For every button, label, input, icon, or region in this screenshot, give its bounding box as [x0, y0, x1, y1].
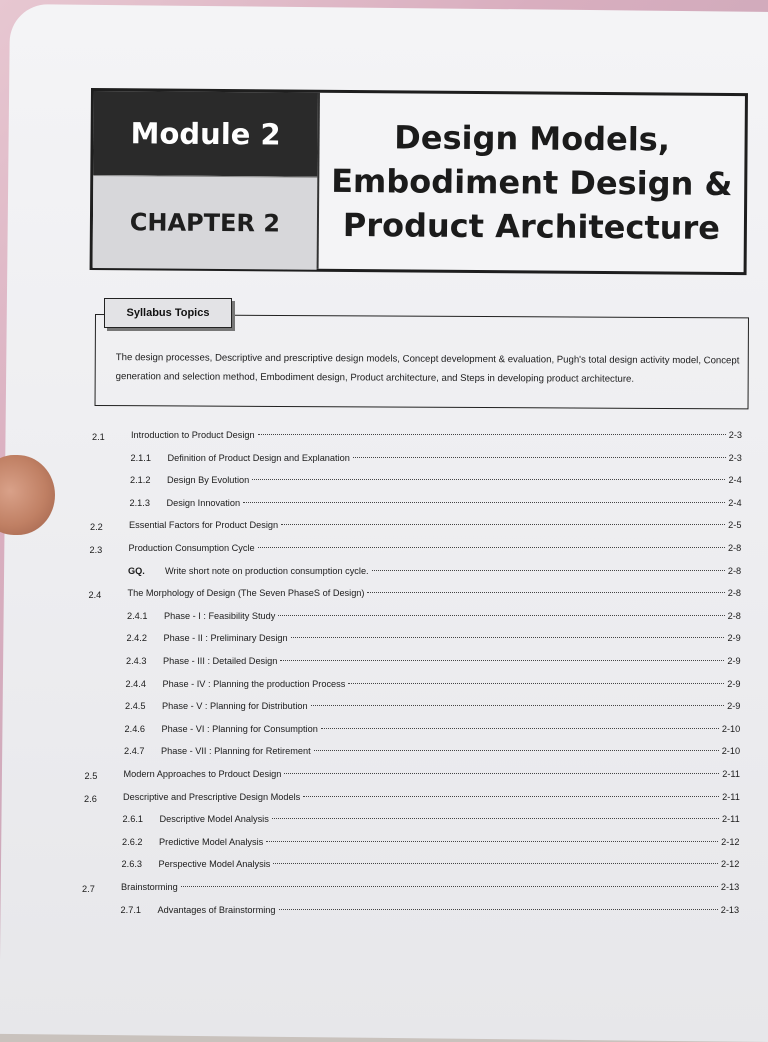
toc-entry-text: Introduction to Product Design — [131, 430, 255, 440]
toc-entry[interactable] — [130, 498, 742, 516]
toc-entry-text: Advantages of Brainstorming — [157, 904, 276, 915]
toc-page-number: 2-5 — [728, 520, 742, 531]
toc-page-number: 2-12 — [721, 859, 740, 870]
toc-entry-title — [125, 724, 318, 734]
toc-entry[interactable] — [121, 882, 739, 900]
toc-section-number: 2.7 — [82, 884, 95, 894]
toc-subsection-number: 2.7.1 — [120, 904, 141, 915]
toc-entry[interactable] — [122, 859, 740, 877]
toc-subsection-number: 2.1.1 — [130, 452, 151, 463]
toc-dot-leader — [372, 570, 725, 571]
toc-entry-text: Essential Factors for Product Design — [129, 520, 279, 531]
toc-entry-text: The Morphology of Design (The Seven PhaseS of Design) — [127, 588, 365, 599]
toc-page-number: 2-13 — [720, 882, 740, 892]
toc-entry-title — [125, 701, 308, 711]
toc-entry-text: Brainstorming — [121, 882, 178, 892]
toc-dot-leader — [303, 796, 719, 797]
toc-page-number: 2-4 — [728, 497, 742, 508]
toc-dot-leader — [348, 683, 724, 684]
toc-entry-title — [128, 566, 369, 576]
toc-entry-text: Descriptive Model Analysis — [159, 814, 269, 825]
toc-entry[interactable] — [123, 814, 740, 832]
toc-entry-text: Phase - IV : Planning the production Process — [162, 678, 346, 689]
toc-entry-text: Phase - VI : Planning for Consumption — [161, 723, 318, 734]
toc-subsection-number: 2.6.1 — [122, 814, 143, 825]
toc-entry-title — [129, 543, 255, 553]
toc-entry[interactable] — [130, 475, 742, 493]
toc-dot-leader — [311, 705, 725, 706]
toc-entry-text: Phase - I : Feasibility Study — [164, 610, 276, 621]
toc-page-number: 2-3 — [728, 452, 742, 463]
toc-entry-title — [122, 859, 271, 869]
toc-section-number: 2.6 — [84, 793, 97, 804]
toc-section-number: 2.3 — [89, 545, 103, 555]
toc-dot-leader — [258, 547, 725, 548]
toc-entry-text: Descriptive and Prescriptive Design Models — [123, 791, 301, 802]
toc-entry[interactable] — [127, 611, 741, 629]
toc-entry-text: Phase - VII : Planning for Retirement — [161, 746, 311, 757]
toc-subsection-number: GQ. — [128, 565, 145, 576]
toc-dot-leader — [272, 818, 719, 819]
toc-dot-leader — [353, 457, 726, 458]
toc-dot-leader — [279, 909, 718, 910]
toc-entry[interactable] — [131, 453, 742, 471]
toc-entry[interactable] — [129, 520, 741, 538]
toc-dot-leader — [291, 637, 725, 638]
toc-entry-title — [130, 475, 249, 485]
toc-dot-leader — [278, 615, 724, 616]
toc-page-number: 2-11 — [721, 814, 740, 825]
syllabus-tab: Syllabus Topics — [104, 298, 232, 328]
toc-page-number: 2-8 — [727, 588, 742, 599]
toc-section-number: 2.4 — [88, 590, 102, 601]
toc-page-number: 2-9 — [727, 701, 741, 712]
toc-subsection-number: 2.4.3 — [126, 656, 147, 666]
toc-page-number: 2-11 — [722, 791, 740, 802]
toc-dot-leader — [273, 863, 718, 864]
toc-page-number: 2-10 — [721, 723, 741, 734]
toc-dot-leader — [243, 502, 725, 503]
toc-entry[interactable] — [125, 724, 741, 742]
toc-entry-title — [127, 633, 288, 643]
chapter-title-line: Product Architecture — [342, 205, 721, 247]
toc-entry-title — [126, 679, 346, 689]
toc-entry-text: Write short note on production consumption cycle. — [165, 565, 369, 576]
toc-entry-title — [123, 792, 300, 802]
toc-entry[interactable] — [128, 566, 741, 584]
toc-dot-leader — [314, 750, 719, 751]
toc-entry[interactable] — [121, 905, 740, 923]
toc-entry-text: Phase - V : Planning for Distribution — [162, 701, 308, 712]
toc-entry-text: Modern Approaches to Prdouct Design — [123, 769, 282, 779]
toc-entry-title — [129, 520, 278, 530]
toc-dot-leader — [266, 841, 718, 842]
toc-subsection-number: 2.6.2 — [122, 836, 143, 847]
toc-page-number: 2-9 — [727, 633, 741, 644]
syllabus-text: The design processes, Descriptive and prescriptive design models, Concept development & evaluation, Pugh's total design activity model, Concept generation and selection method, Embodiment design, Product architecture, and Steps in developing product architecture. — [115, 352, 740, 385]
toc-subsection-number: 2.4.5 — [125, 701, 146, 712]
toc-dot-leader — [367, 592, 724, 593]
chapter-label: CHAPTER 2 — [93, 175, 318, 270]
toc-page-number: 2-9 — [727, 678, 741, 689]
toc-entry-text: Design Innovation — [166, 497, 241, 508]
toc-entry[interactable] — [123, 792, 740, 810]
toc-entry[interactable] — [124, 746, 740, 764]
toc-page-number: 2-13 — [720, 904, 740, 915]
toc-dot-leader — [281, 524, 725, 525]
toc-entry-title — [130, 498, 241, 508]
toc-subsection-number: 2.4.6 — [124, 723, 145, 734]
toc-section-number: 2.2 — [90, 522, 103, 533]
toc-subsection-number: 2.1.2 — [130, 475, 151, 486]
toc-page-number: 2-12 — [721, 836, 740, 847]
toc-entry-title — [131, 430, 255, 440]
toc-dot-leader — [181, 886, 718, 887]
toc-page-number: 2-4 — [728, 475, 742, 486]
toc-entry[interactable] — [126, 656, 741, 674]
toc-subsection-number: 2.6.3 — [121, 859, 142, 870]
toc-subsection-number: 2.1.3 — [129, 497, 150, 508]
toc-entry-title — [126, 656, 277, 666]
toc-entry[interactable] — [125, 701, 740, 719]
toc-entry-text: Production Consumption Cycle — [128, 543, 255, 553]
toc-entry-title — [124, 769, 282, 779]
toc-entry-title — [131, 453, 350, 463]
toc-section-number: 2.1 — [92, 432, 105, 442]
toc-entry[interactable] — [122, 837, 740, 855]
toc-entry-title — [121, 882, 178, 892]
toc-page-number: 2-8 — [727, 610, 741, 621]
toc-page-number: 2-3 — [728, 430, 742, 440]
toc-page-number: 2-8 — [728, 543, 742, 553]
chapter-title-line: Embodiment Design & — [331, 161, 733, 204]
toc-entry-text: Phase - II : Preliminary Design — [163, 633, 288, 644]
toc-entry-text: Predictive Model Analysis — [159, 836, 264, 847]
toc-page-number: 2-8 — [727, 565, 742, 576]
toc-page-number: 2-10 — [721, 746, 741, 757]
toc-page-number: 2-9 — [727, 656, 741, 666]
toc-subsection-number: 2.4.7 — [124, 746, 145, 757]
toc-subsection-number: 2.4.4 — [125, 678, 146, 689]
toc-subsection-number: 2.4.1 — [127, 610, 148, 621]
toc-entry-text: Perspective Model Analysis — [158, 859, 271, 870]
toc-entry[interactable] — [128, 588, 742, 606]
toc-section-number: 2.5 — [84, 771, 98, 781]
toc-dot-leader — [258, 434, 726, 435]
toc-entry-title — [124, 746, 311, 756]
toc-entry-title — [122, 837, 263, 847]
toc-entry[interactable] — [127, 633, 741, 651]
toc-entry-text: Definition of Product Design and Explanation — [167, 452, 350, 463]
toc-entry-title — [127, 611, 275, 621]
toc-entry[interactable] — [131, 430, 742, 448]
toc-entry-title — [123, 814, 269, 824]
toc-entry-text: Design By Evolution — [167, 475, 250, 486]
toc-dot-leader — [321, 728, 719, 729]
toc-entry-title — [128, 588, 365, 598]
toc-entry[interactable] — [124, 769, 740, 787]
toc-dot-leader — [280, 660, 724, 661]
toc-entry-text: Phase - III : Detailed Design — [163, 656, 278, 666]
toc-page-number: 2-11 — [722, 769, 740, 779]
toc-dot-leader — [252, 479, 725, 480]
chapter-title-line: Design Models, — [394, 118, 671, 159]
toc-entry[interactable] — [126, 679, 741, 697]
toc-dot-leader — [284, 773, 719, 774]
toc-entry-title — [121, 905, 276, 915]
toc-entry[interactable] — [129, 543, 742, 561]
toc-subsection-number: 2.4.2 — [126, 633, 147, 644]
module-label: Module 2 — [93, 91, 318, 177]
